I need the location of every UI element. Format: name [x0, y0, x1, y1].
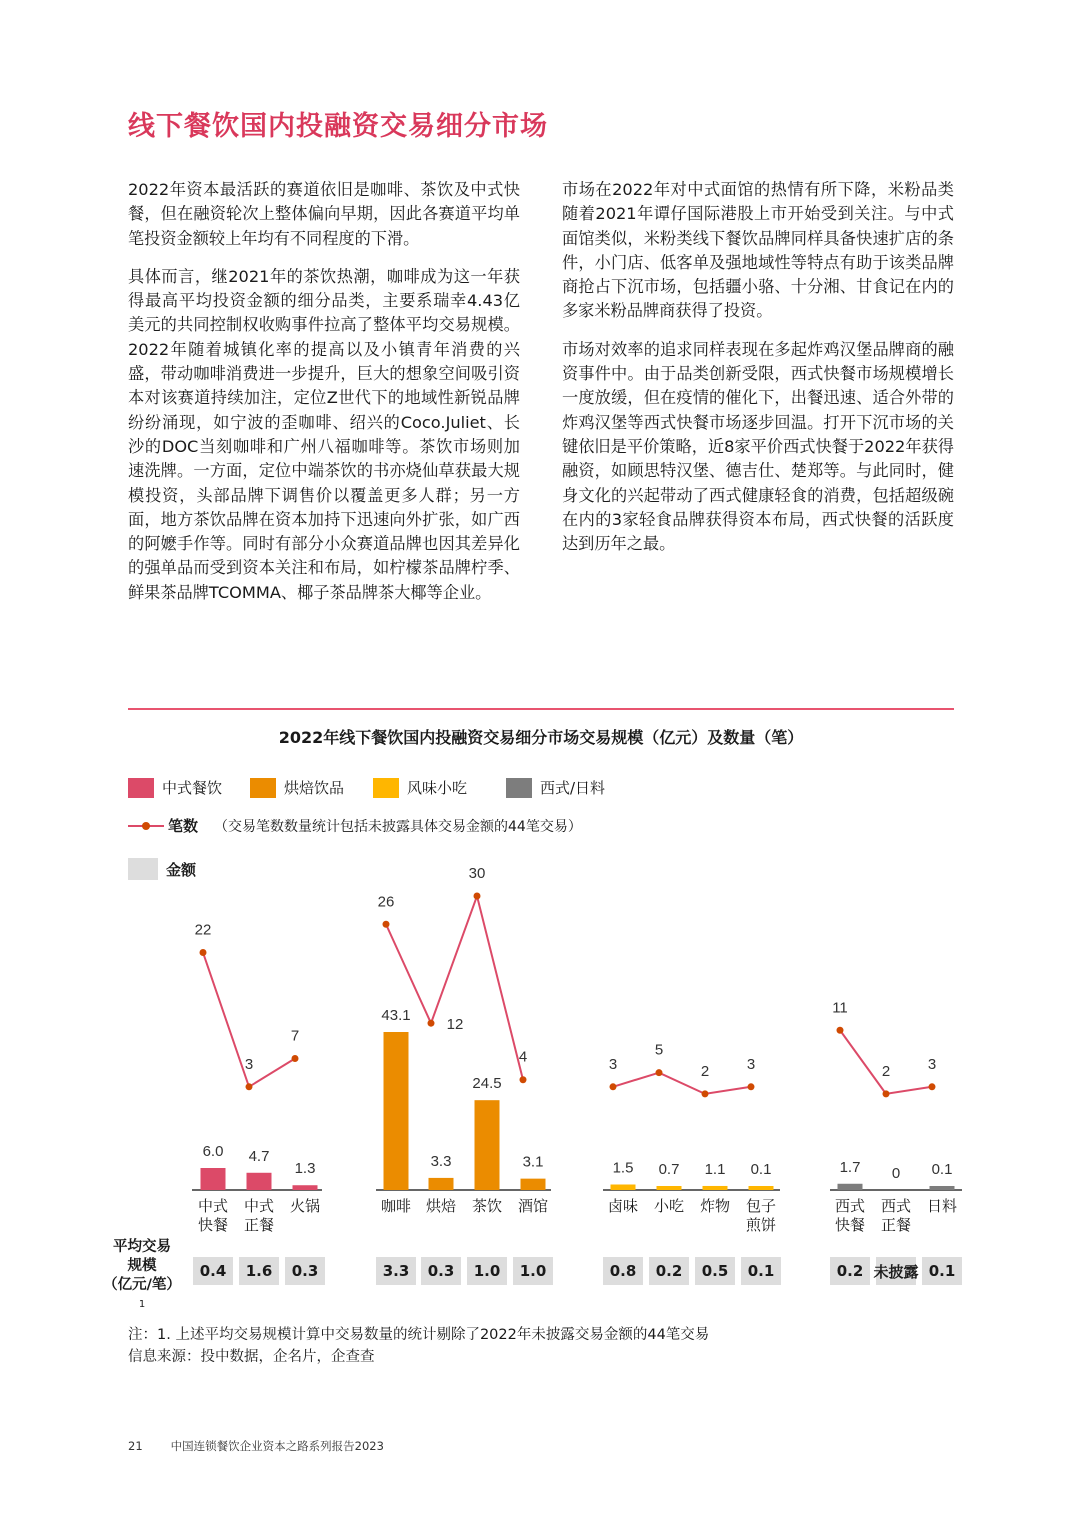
count-point	[428, 1020, 435, 1027]
category-label	[598, 1197, 648, 1216]
count-point	[246, 1083, 253, 1090]
category-label	[508, 1197, 558, 1216]
avg-size-value: 0.4	[193, 1257, 233, 1285]
legend-label: 中式餐饮	[162, 779, 223, 797]
category-label	[371, 1197, 421, 1216]
category-label	[690, 1197, 740, 1216]
bar	[475, 1100, 500, 1190]
paragraph: 2022年资本最活跃的赛道依旧是咖啡、茶饮及中式快餐，但在融资轮次上整体偏向早期，因此各赛道平均单笔投资金额较上年均有不同程度的下滑。	[128, 180, 520, 248]
category-label-line: 火锅	[289, 1197, 320, 1215]
bar	[703, 1186, 728, 1190]
bar-value-label: 24.5	[472, 1075, 502, 1093]
paragraph: 市场在2022年对中式面馆的热情有所下降，米粉品类随着2021年谭仔国际港股上市开始受到关注。与中式面馆类似，米粉类线下餐饮品牌同样具备快速扩店的条件，小门店、低客单及强地域性等特点有助于该类品牌商抢占下沉市场，包括疆小骆、十分湘、甘食记在内的多家米粉品牌商获得了投资。	[562, 180, 954, 321]
avg-size-value: 0.5	[695, 1257, 735, 1285]
category-label-line: 茶饮	[471, 1197, 502, 1215]
legend-label: 西式/日料	[540, 779, 606, 797]
category-label-line: 中式	[243, 1197, 274, 1215]
bar-value-label: 0.1	[750, 1161, 772, 1178]
count-label: 11	[832, 999, 848, 1017]
footnote-marker: 1	[138, 1299, 146, 1310]
legend-label: 笔数	[168, 817, 199, 835]
legend-label: 烘焙饮品	[284, 779, 345, 797]
category-label-line: 西式	[880, 1197, 911, 1215]
chart-notes	[128, 1324, 709, 1368]
count-point	[837, 1027, 844, 1034]
avg-size-label	[100, 1238, 184, 1319]
category-label-line: 快餐	[834, 1216, 865, 1234]
bar-value-label: 6.0	[202, 1143, 224, 1161]
bar-value-label: 0.1	[931, 1161, 953, 1178]
count-label: 4	[518, 1048, 528, 1066]
bar-value-label: 0.7	[658, 1161, 680, 1178]
avg-size-value: 0.2	[649, 1257, 689, 1285]
page-number: 21	[128, 1439, 143, 1453]
bar-value-label: 4.7	[248, 1147, 270, 1165]
count-point	[702, 1090, 709, 1097]
category-label-line: 烘焙	[425, 1197, 456, 1215]
bar	[521, 1179, 546, 1190]
count-point	[200, 949, 207, 956]
avg-label-line	[100, 1276, 184, 1319]
category-label-line: 正餐	[880, 1216, 911, 1234]
count-label: 12	[446, 1016, 464, 1034]
avg-size-value: 0.2	[830, 1257, 870, 1285]
category-label	[644, 1197, 694, 1216]
avg-size-value: 3.3	[376, 1257, 416, 1285]
category-label	[736, 1197, 786, 1235]
avg-label-line: 规模	[127, 1258, 157, 1274]
count-point	[748, 1083, 755, 1090]
category-label	[917, 1197, 967, 1216]
report-name: 中国连锁餐饮企业资本之路系列报告2023	[170, 1439, 384, 1453]
avg-size-value: 0.1	[741, 1257, 781, 1285]
legend-note: （交易笔数数量统计包括未披露具体交易金额的44笔交易）	[214, 818, 582, 835]
count-label: 3	[244, 1055, 254, 1073]
chart-title: 2022年线下餐饮国内投融资交易细分市场交易规模（亿元）及数量（笔）	[278, 728, 804, 747]
category-label-line: 小吃	[653, 1197, 684, 1215]
count-point	[883, 1090, 890, 1097]
bar	[657, 1186, 682, 1190]
count-label: 5	[654, 1041, 664, 1059]
bar-value-label: 43.1	[381, 1007, 411, 1024]
category-label-line: 快餐	[197, 1216, 228, 1234]
bar	[749, 1186, 774, 1190]
avg-size-value: 1.6	[239, 1257, 279, 1285]
bar	[611, 1185, 636, 1190]
bar	[293, 1185, 318, 1190]
count-label: 2	[700, 1062, 710, 1080]
avg-size-value: 0.1	[922, 1257, 962, 1285]
category-label	[825, 1197, 875, 1235]
bar	[838, 1184, 863, 1190]
category-label-line: 西式	[834, 1197, 865, 1215]
count-line	[613, 1073, 751, 1094]
source-text: 信息来源：投中数据，企名片，企查查	[128, 1349, 375, 1365]
count-label: 7	[290, 1027, 300, 1045]
count-label: 3	[927, 1055, 937, 1073]
avg-size-value: 1.0	[513, 1257, 553, 1285]
category-label-line: 咖啡	[380, 1197, 411, 1215]
avg-size-value: 0.3	[285, 1257, 325, 1285]
count-point	[929, 1083, 936, 1090]
category-label-line: 炸物	[699, 1197, 730, 1215]
count-label: 3	[746, 1055, 756, 1073]
avg-label-line: 平均交易	[113, 1239, 171, 1255]
page-footer	[128, 1438, 384, 1454]
category-label-line: 中式	[197, 1197, 228, 1215]
avg-label-unit: （亿元/笔）	[103, 1277, 181, 1293]
category-label-line: 煎饼	[745, 1216, 776, 1234]
category-label-line: 包子	[745, 1197, 776, 1215]
page-title: 线下餐饮国内投融资交易细分市场	[128, 111, 548, 142]
bar-value-label: 1.5	[612, 1159, 634, 1177]
count-label: 30	[468, 865, 486, 882]
category-label-line: 日料	[926, 1197, 957, 1215]
category-label	[416, 1197, 466, 1216]
bar-value-label: 1.7	[839, 1158, 861, 1176]
footnote-text: 注：1. 上述平均交易规模计算中交易数量的统计剔除了2022年未披露交易金额的44笔交易	[128, 1327, 710, 1343]
category-label	[462, 1197, 512, 1216]
category-label-line: 酒馆	[517, 1197, 548, 1215]
legend-label: 风味小吃	[407, 779, 468, 797]
count-point	[520, 1076, 527, 1083]
count-label: 26	[377, 893, 395, 911]
category-label	[188, 1197, 238, 1235]
avg-size-value: 0.8	[603, 1257, 643, 1285]
count-point	[610, 1083, 617, 1090]
avg-size-value: 未披露	[876, 1257, 916, 1285]
bar-value-label: 3.3	[430, 1152, 452, 1170]
bar	[201, 1168, 226, 1190]
count-point	[383, 921, 390, 928]
count-label: 3	[608, 1055, 618, 1073]
bar	[247, 1173, 272, 1190]
bar-value-label: 1.1	[704, 1160, 726, 1178]
paragraph: 具体而言，继2021年的茶饮热潮，咖啡成为这一年获得最高平均投资金额的细分品类，主要系瑞幸4.43亿美元的共同控制权收购事件拉高了整体平均交易规模。2022年随着城镇化率的提高以及小镇青年消费的兴盛，带动咖啡消费进一步提升，巨大的想象空间吸引资本对该赛道持续加注，定位Z世代下的地域性新锐品牌纷纷涌现，如宁波的歪咖啡、绍兴的Coco.Juliet、长沙的DOC当刻咖啡和广州八福咖啡等。茶饮市场则加速洗牌。一方面，定位中端茶饮的书亦烧仙草获最大规模投资，头部品牌下调售价以覆盖更多人群；另一方面，地方茶饮品牌在资本加持下迅速向外扩张，如广西的阿嬷手作等。同时有部分小众赛道品牌也因其差异化的强单品而受到资本关注和布局，如柠檬茶品牌柠季、鲜果茶品牌TCOMMA、椰子茶品牌茶大椰等企业。	[128, 266, 520, 602]
count-point	[292, 1055, 299, 1062]
count-label: 22	[194, 921, 212, 939]
bar-value-label: 3.1	[522, 1153, 544, 1171]
bar-value-label: 1.3	[294, 1160, 316, 1178]
count-point	[474, 893, 481, 900]
category-label	[871, 1197, 921, 1235]
bar	[384, 1032, 409, 1190]
count-label: 2	[881, 1062, 891, 1080]
legend-label: 金额	[166, 860, 197, 879]
category-label-line: 正餐	[243, 1216, 274, 1234]
count-point	[656, 1069, 663, 1076]
bar-value-label: 0	[891, 1165, 901, 1182]
paragraph: 市场对效率的追求同样表现在多起炸鸡汉堡品牌商的融资事件中。由于品类创新受限，西式快餐市场规模增长一度放缓，但在疫情的催化下，出餐迅速、适合外带的炸鸡汉堡等西式快餐市场逐步回温。打开下沉市场的关键依旧是平价策略，近8家平价西式快餐于2022年获得融资，如顾思特汉堡、德吉仕、楚郑等。与此同时，健身文化的兴起带动了西式健康轻食的消费，包括超级碗在内的3家轻食品牌获得资本布局，西式快餐的活跃度达到历年之最。	[562, 339, 954, 554]
category-label-line: 卤味	[607, 1197, 638, 1215]
avg-size-value: 1.0	[467, 1257, 507, 1285]
bar	[930, 1186, 955, 1190]
avg-size-value: 0.3	[421, 1257, 461, 1285]
bar	[429, 1178, 454, 1190]
category-label	[280, 1197, 330, 1216]
category-label	[234, 1197, 284, 1235]
